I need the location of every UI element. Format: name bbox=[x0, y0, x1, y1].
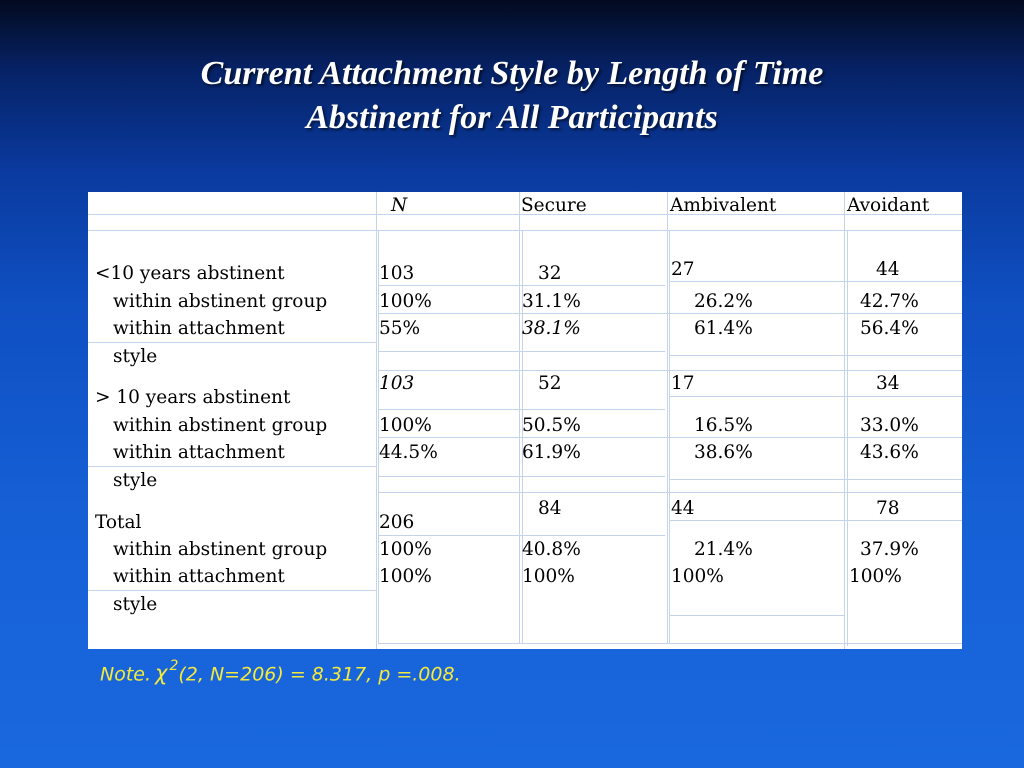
row-label-within-style-cont: style bbox=[113, 346, 158, 367]
table-cell: 17 bbox=[671, 373, 695, 394]
table-cell: 16.5% bbox=[694, 415, 753, 436]
table-cell: 27 bbox=[671, 259, 695, 280]
grid-line bbox=[669, 615, 845, 616]
grid-line bbox=[669, 396, 962, 397]
grid-line bbox=[669, 520, 962, 521]
table-cell: 100% bbox=[379, 539, 432, 560]
grid-line bbox=[378, 370, 962, 371]
grid-line bbox=[378, 643, 962, 644]
table-cell: 100% bbox=[849, 566, 902, 587]
table-cell: 56.4% bbox=[860, 318, 919, 339]
grid-line bbox=[88, 466, 376, 467]
grid-line bbox=[378, 351, 665, 352]
statistics-note bbox=[100, 655, 461, 688]
table-cell: 31.1% bbox=[522, 291, 581, 312]
table-cell: 100% bbox=[671, 566, 724, 587]
table-cell: 103 bbox=[379, 263, 415, 284]
table-cell: 44.5% bbox=[379, 442, 438, 463]
table-cell: 100% bbox=[522, 566, 575, 587]
grid-line bbox=[378, 437, 962, 438]
table-cell: 84 bbox=[538, 498, 562, 519]
table-cell: 61.9% bbox=[522, 442, 581, 463]
table-cell: 38.1% bbox=[522, 318, 581, 339]
grid-line bbox=[378, 492, 962, 493]
table-cell: 32 bbox=[538, 263, 562, 284]
row-label-within-style-cont: style bbox=[113, 594, 158, 615]
note-prefix: Note. bbox=[100, 663, 152, 686]
column-header-secure-cell bbox=[521, 195, 666, 230]
table-cell: 44 bbox=[876, 259, 900, 280]
slide-title-line-1: Current Attachment Style by Length of Time bbox=[200, 55, 824, 92]
grid-line bbox=[667, 192, 668, 644]
table-cell: 40.8% bbox=[522, 539, 581, 560]
grid-line bbox=[88, 590, 376, 591]
slide-title-line-2: Abstinent for All Participants bbox=[306, 99, 718, 136]
table-cell: 61.4% bbox=[694, 318, 753, 339]
row-label-within-style-cont: style bbox=[113, 470, 158, 491]
row-label-group: <10 years abstinent bbox=[95, 263, 285, 284]
grid-line bbox=[669, 281, 962, 282]
table-cell: 42.7% bbox=[860, 291, 919, 312]
grid-line bbox=[378, 409, 665, 410]
table-cell: 100% bbox=[379, 566, 432, 587]
grid-line bbox=[88, 230, 962, 231]
chi-square-superscript: 2 bbox=[169, 658, 179, 674]
slide-title bbox=[0, 52, 1024, 140]
grid-line bbox=[378, 313, 962, 314]
grid-line bbox=[376, 192, 377, 649]
column-header-secure: Secure bbox=[521, 195, 587, 216]
table-cell: 100% bbox=[379, 415, 432, 436]
table-cell: 55% bbox=[379, 318, 421, 339]
row-label-within-group: within abstinent group bbox=[113, 291, 328, 312]
grid-line bbox=[844, 192, 845, 649]
column-header-n: N bbox=[391, 195, 408, 216]
grid-line bbox=[378, 476, 665, 477]
table-cell: 21.4% bbox=[694, 539, 753, 560]
note-text: (2, N=206) = 8.317, p =.008. bbox=[178, 663, 461, 686]
table-cell: 78 bbox=[876, 498, 900, 519]
grid-line bbox=[669, 355, 962, 356]
row-label-within-style: within attachment bbox=[113, 442, 285, 463]
row-label-group: Total bbox=[95, 512, 142, 533]
chi-square-symbol: χ bbox=[155, 661, 168, 686]
table-cell: 38.6% bbox=[694, 442, 753, 463]
table-cell: 206 bbox=[379, 512, 415, 533]
row-label-within-style: within attachment bbox=[113, 318, 285, 339]
row-label-within-group: within abstinent group bbox=[113, 539, 328, 560]
table-cell: 103 bbox=[379, 373, 415, 394]
table-cell: 34 bbox=[876, 373, 900, 394]
grid-line bbox=[378, 285, 665, 286]
grid-line bbox=[847, 230, 848, 646]
table-cell: 37.9% bbox=[860, 539, 919, 560]
grid-line bbox=[519, 192, 520, 644]
attachment-table bbox=[88, 192, 962, 649]
table-cell: 52 bbox=[538, 373, 562, 394]
table-cell: 100% bbox=[379, 291, 432, 312]
table-cell: 43.6% bbox=[860, 442, 919, 463]
row-label-within-style: within attachment bbox=[113, 566, 285, 587]
grid-line bbox=[88, 342, 376, 343]
table-cell: 50.5% bbox=[522, 415, 581, 436]
row-label-within-group: within abstinent group bbox=[113, 415, 328, 436]
table-cell: 44 bbox=[671, 498, 695, 519]
row-label-group: > 10 years abstinent bbox=[95, 387, 291, 408]
column-header-avoidant: Avoidant bbox=[847, 195, 930, 216]
table-cell: 33.0% bbox=[860, 415, 919, 436]
table-cell: 26.2% bbox=[694, 291, 753, 312]
column-header-ambivalent: Ambivalent bbox=[670, 195, 777, 216]
grid-line bbox=[669, 479, 962, 480]
grid-line bbox=[378, 535, 665, 536]
